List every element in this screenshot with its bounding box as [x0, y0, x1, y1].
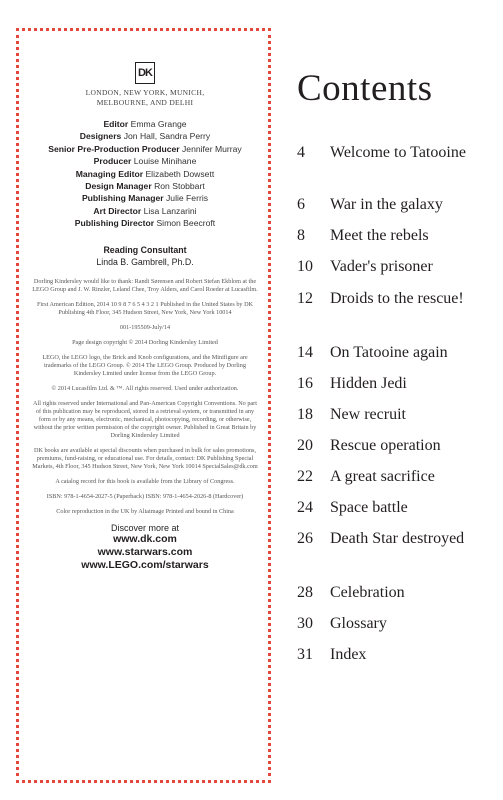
publisher-cities — [26, 88, 264, 108]
toc-page-number: 31 — [297, 646, 313, 663]
fine-print-paragraph: Color reproduction in the UK by Altaimage Printed and bound in China — [56, 507, 234, 515]
fine-print-paragraph: First American Edition, 2014 10 9 8 7 6 5 4 3 2 1 Published in the United States by DK Publishing 4th Floor, 345 Hudson Street, New York, New York 10014 — [36, 300, 254, 316]
credit-line — [26, 143, 264, 155]
cities-line-2: MELBOURNE, AND DELHI — [96, 98, 194, 107]
credit-role: Senior Pre-Production Producer — [48, 143, 180, 154]
toc-page-number: 12 — [297, 290, 313, 307]
credit-line — [26, 168, 264, 180]
toc-page-number: 22 — [297, 468, 313, 485]
fine-print-paragraph: DK books are available at special discounts when purchased in bulk for sales promotions, premiums, fund-raising, or educational use. For details, contact: DK Publishing Special Markets, 4th Floor, 345 Hudson Street, New York, New York 10014 SpecialSales@dk.com — [32, 446, 258, 470]
fine-print-paragraph: A catalog record for this book is available from the Library of Congress. — [55, 477, 235, 485]
url-lego-starwars[interactable]: www.LEGO.com/starwars — [81, 558, 209, 571]
credit-role: Art Director — [93, 205, 142, 216]
toc-page-number: 28 — [297, 584, 313, 601]
credit-name: Julie Ferris — [166, 193, 209, 204]
fine-print-paragraph: Page design copyright © 2014 Dorling Kindersley Limited — [72, 338, 218, 346]
toc-page-number: 24 — [297, 499, 313, 516]
credit-role: Designers — [79, 131, 122, 142]
credit-line — [26, 155, 264, 167]
toc-title: War in the galaxy — [330, 196, 443, 213]
credits-list — [26, 118, 264, 230]
toc-title: Welcome to Tatooine — [330, 144, 466, 161]
toc-page-number: 16 — [297, 375, 313, 392]
credit-role: Managing Editor — [75, 168, 144, 179]
toc-title: Celebration — [330, 584, 405, 601]
toc-title: Space battle — [330, 499, 408, 516]
credit-name: Lisa Lanzarini — [143, 205, 197, 216]
toc-title: Hidden Jedi — [330, 375, 407, 392]
toc-page-number: 26 — [297, 530, 313, 547]
toc-page-number: 30 — [297, 615, 313, 632]
imprint-panel — [26, 62, 264, 572]
credit-line — [26, 217, 264, 229]
credit-line — [26, 130, 264, 142]
toc-title: Death Star destroyed — [330, 530, 465, 547]
credit-role: Editor — [103, 119, 129, 129]
credit-line — [26, 118, 264, 130]
copyright-fine-print — [26, 278, 264, 516]
fine-print-paragraph: 001-195509-July/14 — [119, 323, 171, 331]
url-dk[interactable]: www.dk.com — [113, 532, 177, 545]
toc-title: New recruit — [330, 406, 406, 423]
toc-title: On Tatooine again — [330, 344, 448, 361]
credit-name: Elizabeth Dowsett — [145, 168, 215, 179]
toc-page-number: 14 — [297, 344, 313, 361]
consultant-role: Reading Consultant — [103, 244, 187, 255]
url-starwars[interactable]: www.starwars.com — [97, 545, 193, 558]
discover-more-label: Discover more at — [110, 522, 180, 533]
credit-line — [26, 192, 264, 204]
toc-title: Meet the rebels — [330, 227, 429, 244]
credit-name: Emma Grange — [130, 119, 187, 129]
toc-title: Glossary — [330, 615, 387, 632]
cities-line-1: LONDON, NEW YORK, MUNICH, — [85, 88, 205, 97]
toc-page-number: 4 — [297, 144, 305, 161]
reading-consultant — [26, 244, 264, 268]
toc-title: Rescue operation — [330, 437, 441, 454]
credit-role: Design Manager — [85, 181, 152, 192]
credit-name: Simon Beecroft — [156, 218, 216, 229]
fine-print-paragraph: All rights reserved under International and Pan-American Copyright Conventions. No part of this publication may be reproduced, stored in a retrieval system, or transmitted in any form or by any means, electronic, mechanical, photocopying, recording, or otherwise, without the prior written permission of the copyright owner. Published in Great Britain by Dorling Kindersley Limited — [33, 399, 257, 439]
toc-page-number: 18 — [297, 406, 313, 423]
credit-line — [26, 180, 264, 192]
toc-title: Droids to the rescue! — [330, 290, 464, 307]
fine-print-paragraph: © 2014 Lucasfilm Ltd. & ™. All rights reserved. Used under authorization. — [51, 384, 239, 392]
credit-role: Publishing Manager — [81, 193, 164, 204]
contents-title: Contents — [297, 68, 433, 109]
toc-page-number: 6 — [297, 196, 305, 213]
toc-title: Index — [330, 646, 367, 663]
credit-role: Producer — [93, 156, 132, 167]
dk-logo: DK — [135, 62, 155, 84]
toc-title: Vader's prisoner — [330, 258, 433, 275]
credit-name: Ron Stobbart — [154, 181, 205, 192]
credit-name: Jennifer Murray — [182, 143, 242, 154]
toc-page-number: 10 — [297, 258, 313, 275]
toc-page-number: 8 — [297, 227, 305, 244]
toc-page-number: 20 — [297, 437, 313, 454]
credit-name: Jon Hall, Sandra Perry — [123, 131, 211, 142]
credit-role: Publishing Director — [74, 218, 155, 229]
credit-line — [26, 205, 264, 217]
toc-title: A great sacrifice — [330, 468, 435, 485]
consultant-name: Linda B. Gambrell, Ph.D. — [96, 256, 194, 267]
credit-name: Louise Minihane — [133, 156, 197, 167]
fine-print-paragraph: ISBN: 978-1-4654-2027-5 (Paperback) ISBN: 978-1-4654-2026-8 (Hardcover) — [46, 492, 244, 500]
fine-print-paragraph: Dorling Kindersley would like to thank: Randi Sørensen and Robert Stefan Ekblom at the LEGO Group and J. W. Rinzler, Leland Chee, Troy Alders, and Carol Roeder at Lucasfilm. — [32, 277, 258, 293]
fine-print-paragraph: LEGO, the LEGO logo, the Brick and Knob configurations, and the Minifigure are trademarks of the LEGO Group. © 2014 The LEGO Group. Produced by Dorling Kindersley Limited under license from the LEGO Group. — [42, 353, 248, 377]
